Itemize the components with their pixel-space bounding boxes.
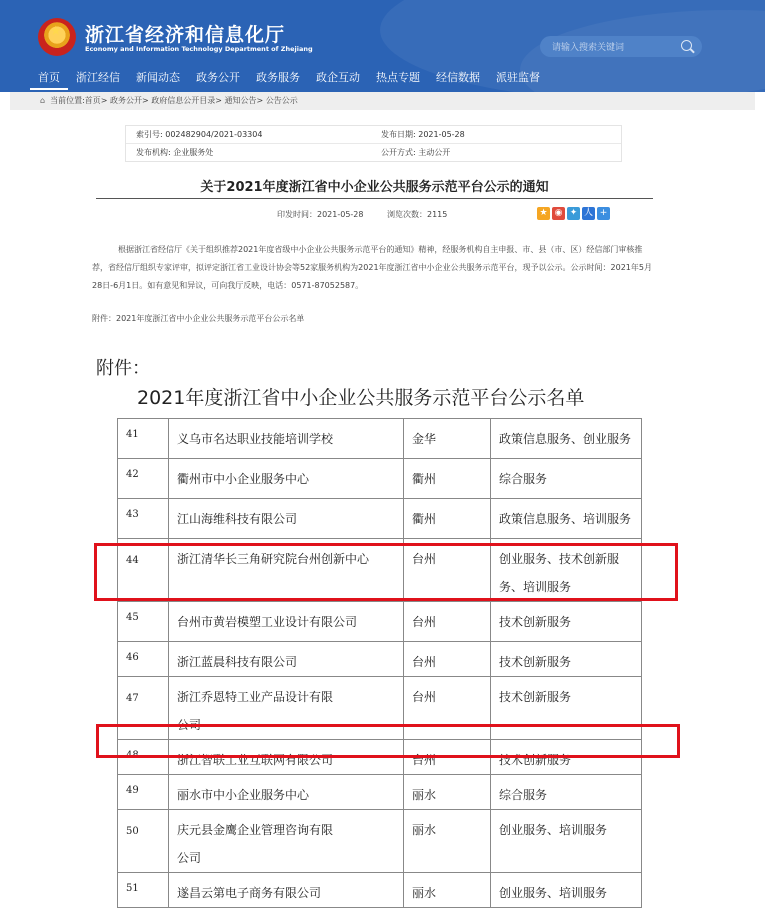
nav-item-gov-info[interactable]: 政务公开 xyxy=(196,71,240,84)
nav-item-interaction[interactable]: 政企互动 xyxy=(316,71,360,84)
search-box xyxy=(540,36,702,57)
org-name-cell xyxy=(169,873,404,908)
org-name-cell-line: 公司 xyxy=(177,851,202,865)
nav-item-news[interactable]: 新闻动态 xyxy=(136,71,180,84)
org-name-cell xyxy=(169,499,404,539)
service-type-cell-line: 创业服务、培训服务 xyxy=(499,886,608,900)
org-name-cell-line: 公司 xyxy=(177,718,202,732)
disclosure-method: 公开方式: 主动公开 xyxy=(381,148,451,157)
table-row xyxy=(118,602,642,642)
org-name-cell-line: 庆元县金鹰企业管理咨询有限 xyxy=(177,823,334,837)
city-cell: 台州 xyxy=(404,677,491,740)
national-emblem-icon xyxy=(38,18,76,56)
service-type-cell xyxy=(491,419,642,459)
service-type-cell-line: 创业服务、培训服务 xyxy=(499,823,608,837)
org-name-cell-line: 衢州市中小企业服务中心 xyxy=(177,472,310,486)
city-cell: 台州 xyxy=(404,642,491,677)
city-cell: 台州 xyxy=(404,602,491,642)
service-type-cell xyxy=(491,459,642,499)
service-type-cell xyxy=(491,499,642,539)
publish-date: 发布日期: 2021-05-28 xyxy=(381,130,465,139)
view-count: 浏览次数：2115 xyxy=(387,210,448,219)
breadcrumb-home[interactable]: 首页 xyxy=(84,96,101,105)
list-title: 2021年度浙江省中小企业公共服务示范平台公示名单 xyxy=(137,387,585,409)
search-input[interactable] xyxy=(550,38,682,57)
row-number: 50 xyxy=(118,810,169,873)
breadcrumb-announcements[interactable]: 公告公示 xyxy=(265,96,298,105)
service-type-cell xyxy=(491,775,642,810)
service-type-cell-line: 技术创新服务 xyxy=(499,690,572,704)
highlight-box-row-44 xyxy=(94,543,678,601)
org-name-cell xyxy=(169,459,404,499)
table-row xyxy=(118,459,642,499)
breadcrumb-gov-info[interactable]: 政务公开 xyxy=(110,96,143,105)
qzone-share-icon[interactable]: ✦ xyxy=(567,207,580,220)
row-number: 42 xyxy=(118,459,169,499)
article-title: 关于2021年度浙江省中小企业公共服务示范平台公示的通知 xyxy=(200,180,549,195)
breadcrumb-catalog[interactable]: 政府信息公开目录 xyxy=(151,96,216,105)
org-name-cell-line: 遂昌云第电子商务有限公司 xyxy=(177,886,322,900)
service-type-cell-line: 综合服务 xyxy=(499,788,548,802)
table-row xyxy=(118,419,642,459)
table-row xyxy=(118,642,642,677)
service-type-cell-line: 务、培训服务 xyxy=(499,580,572,594)
org-name-cell-line: 台州市黄岩模塑工业设计有限公司 xyxy=(177,615,358,629)
service-type-cell xyxy=(491,873,642,908)
table-row xyxy=(118,810,642,873)
service-type-cell-line: 创业服务、技术创新服 xyxy=(499,552,620,566)
attachment-link[interactable]: 附件：2021年度浙江省中小企业公共服务示范平台公示名单 xyxy=(92,314,305,323)
org-name-cell-line: 义乌市名达职业技能培训学校 xyxy=(177,432,334,446)
nav-item-zhejiang-jingxin[interactable]: 浙江经信 xyxy=(76,71,120,84)
row-number: 48 xyxy=(118,740,169,775)
weibo-share-icon[interactable]: ◉ xyxy=(552,207,565,220)
org-name-cell xyxy=(169,775,404,810)
service-type-cell-line: 政策信息服务、创业服务 xyxy=(499,432,632,446)
breadcrumb-prefix: 当前位置: xyxy=(50,96,85,105)
org-name-cell-line: 浙江乔恩特工业产品设计有限 xyxy=(177,690,334,704)
nav-item-home[interactable]: 首页 xyxy=(30,68,68,90)
table-row xyxy=(118,873,642,908)
attachment-heading: 附件： xyxy=(96,358,150,379)
service-type-cell xyxy=(491,810,642,873)
service-type-cell-line: 技术创新服务 xyxy=(499,615,572,629)
city-cell: 丽水 xyxy=(404,873,491,908)
favorite-star-icon[interactable]: ★ xyxy=(537,207,550,220)
city-cell: 台州 xyxy=(404,740,491,775)
org-name-cell-line: 浙江清华长三角研究院台州创新中心 xyxy=(177,552,370,566)
city-cell: 金华 xyxy=(404,419,491,459)
org-name-cell-line: 浙江智联工业互联网有限公司 xyxy=(177,753,334,767)
article-body: 根据浙江省经信厅《关于组织推荐2021年度省级中小企业公共服务示范平台的通知》精神，经服务机构自主申报、市、县（市、区）经信部门审核推荐，省经信厅组织专家评审，拟评定浙江省工业设计协会等52家服务机构为2021年度浙江省中小企业公共服务示范平台，现予以公示。公示时间：2021年5月28日-6月1日。如有意见和异议，可向我厅反映，电话：0571-87052587。 xyxy=(92,245,652,290)
service-type-cell-line: 技术创新服务 xyxy=(499,753,572,767)
row-number: 49 xyxy=(118,775,169,810)
table-row xyxy=(118,499,642,539)
city-cell: 丽水 xyxy=(404,810,491,873)
org-name-cell-line: 浙江蓝晨科技有限公司 xyxy=(177,655,298,669)
home-icon: ⌂ xyxy=(40,96,46,105)
city-cell: 衢州 xyxy=(404,459,491,499)
city-cell: 台州 xyxy=(404,539,491,602)
city-cell: 衢州 xyxy=(404,499,491,539)
nav-item-gov-services[interactable]: 政务服务 xyxy=(256,71,300,84)
row-number: 44 xyxy=(118,539,169,602)
org-name-cell xyxy=(169,642,404,677)
document-meta-table xyxy=(125,125,622,162)
row-number: 45 xyxy=(118,602,169,642)
site-title[interactable]: 浙江省经济和信息化厅 xyxy=(85,24,286,46)
highlight-box-row-48 xyxy=(96,724,680,758)
row-number: 43 xyxy=(118,499,169,539)
service-type-cell-line: 综合服务 xyxy=(499,472,548,486)
row-number: 47 xyxy=(118,677,169,740)
people-share-icon[interactable]: 人 xyxy=(583,208,593,218)
city-cell: 丽水 xyxy=(404,775,491,810)
share-bar xyxy=(537,207,610,220)
service-type-cell xyxy=(491,602,642,642)
site-header xyxy=(0,0,765,92)
org-name-cell xyxy=(169,419,404,459)
print-time: 印发时间：2021-05-28 xyxy=(277,210,364,219)
nav-item-topics[interactable]: 热点专题 xyxy=(376,71,420,84)
index-number: 索引号: 002482904/2021-03304 xyxy=(136,130,263,139)
service-type-cell-line: 政策信息服务、培训服务 xyxy=(499,512,632,526)
org-name-cell xyxy=(169,602,404,642)
org-name-cell-line: 丽水市中小企业服务中心 xyxy=(177,788,310,802)
org-name-cell xyxy=(169,810,404,873)
nav-item-data[interactable]: 经信数据 xyxy=(436,71,480,84)
main-nav xyxy=(30,68,548,90)
breadcrumb: ⌂ 当前位置:首页> 政务公开> 政府信息公开目录> 通知公告> 公告公示 xyxy=(10,92,755,110)
table-row xyxy=(118,775,642,810)
platform-list-table xyxy=(117,418,642,908)
service-type-cell-line: 技术创新服务 xyxy=(499,655,572,669)
site-subtitle: Economy and Information Technology Department of Zhejiang xyxy=(85,45,313,53)
row-number: 46 xyxy=(118,642,169,677)
more-share-icon[interactable]: + xyxy=(597,207,610,220)
service-type-cell xyxy=(491,642,642,677)
row-number: 41 xyxy=(118,419,169,459)
breadcrumb-notices[interactable]: 通知公告 xyxy=(224,96,257,105)
publisher: 发布机构: 企业服务处 xyxy=(136,148,214,157)
search-icon[interactable] xyxy=(681,40,692,51)
title-divider xyxy=(96,198,653,199)
nav-item-supervision[interactable]: 派驻监督 xyxy=(496,71,540,84)
org-name-cell-line: 江山海维科技有限公司 xyxy=(177,512,298,526)
row-number: 51 xyxy=(118,873,169,908)
